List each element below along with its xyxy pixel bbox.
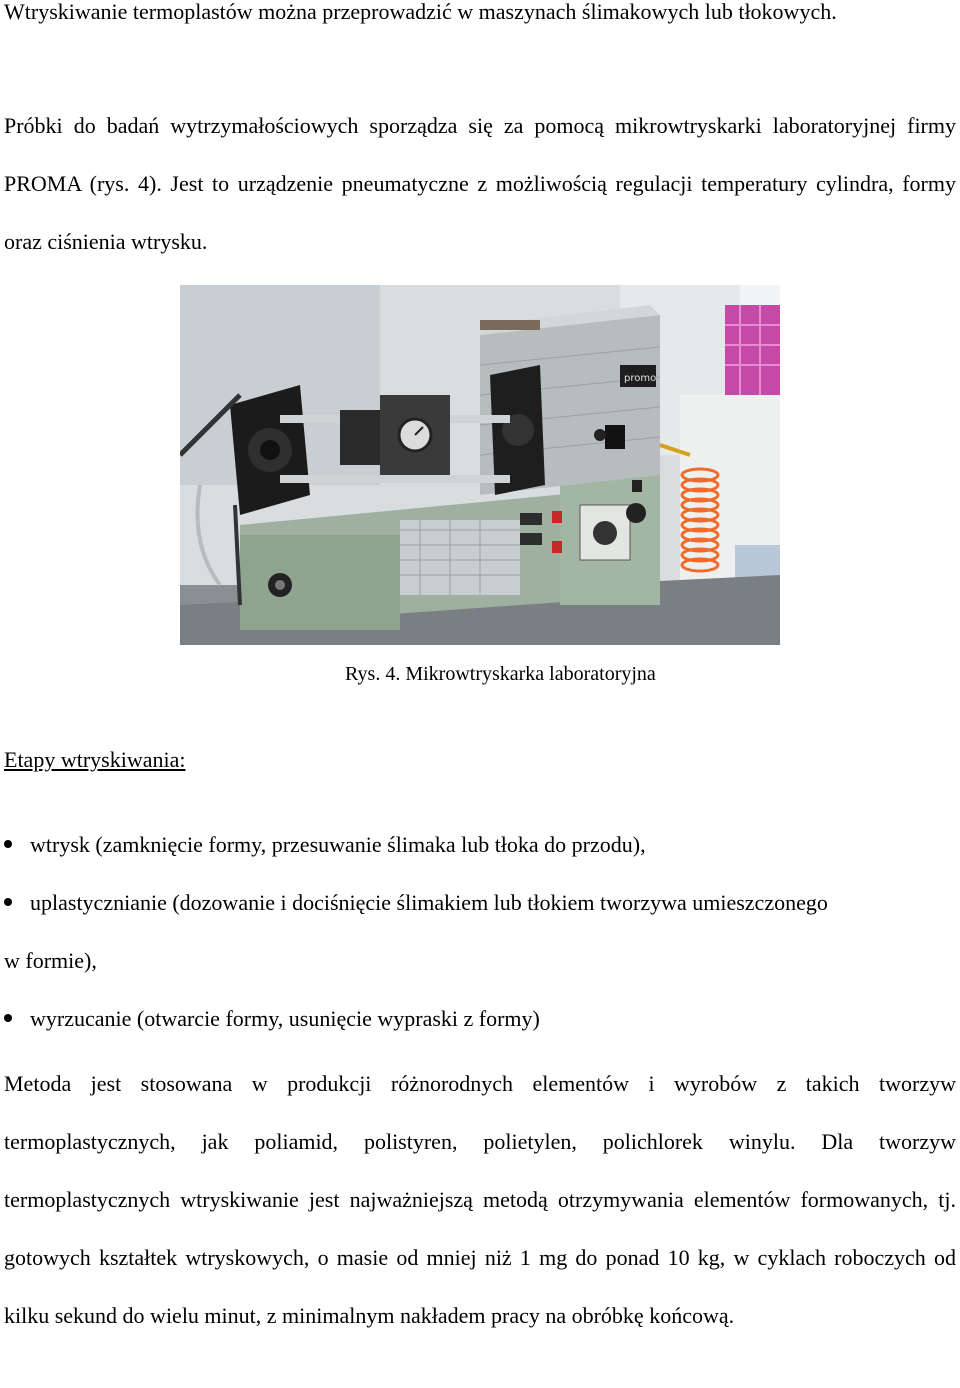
figure-caption: Rys. 4. Mikrowtryskarka laboratoryjna xyxy=(345,663,656,685)
list-item xyxy=(0,990,956,1048)
machine-logo-label: promo xyxy=(624,373,657,384)
list-item-text: uplastycznianie (dozowanie i dociśnięcie ślimakiem lub tłokiem tworzywa umieszczonego xyxy=(30,890,828,915)
figure-injection-machine-photo xyxy=(180,285,780,645)
bullet-icon xyxy=(4,1014,12,1022)
list-item xyxy=(0,816,956,874)
stages-list xyxy=(0,816,956,1048)
list-item-text-continuation: w formie), xyxy=(4,948,97,973)
bullet-icon xyxy=(4,898,12,906)
stages-heading: Etapy wtryskiwania: xyxy=(4,747,186,772)
intro-paragraph-1: Wtryskiwanie termoplastów można przeprowadzić w maszynach ślimakowych lub tłokowych. xyxy=(4,0,837,24)
list-item xyxy=(0,874,956,990)
bullet-icon xyxy=(4,840,12,848)
injection-machine-illustration xyxy=(180,285,780,645)
list-item-text: wyrzucanie (otwarcie formy, usunięcie wypraski z formy) xyxy=(30,1006,540,1031)
list-item-text: wtrysk (zamknięcie formy, przesuwanie ślimaka lub tłoka do przodu), xyxy=(30,832,646,857)
closing-paragraph: Metoda jest stosowana w produkcji różnorodnych elementów i wyrobów z takich tworzyw termoplastycznych, jak poliamid, polistyren, polietylen, polichlorek winylu. Dla tworzyw termoplastycznych wtryskiwanie jest najważniejszą metodą otrzymywania elementów formowanych, tj. gotowych kształtek wtryskowych, o masie od mniej niż 1 mg do ponad 10 kg, w cyklach roboczych od kilku sekund do wielu minut, z minimalnym nakładem pracy na obróbkę końcową. xyxy=(4,1071,956,1328)
intro-paragraph-2: Próbki do badań wytrzymałościowych sporządza się za pomocą mikrowtryskarki laboratoryjnej firmy PROMA (rys. 4). Jest to urządzenie pneumatyczne z możliwością regulacji temperatury cylindra, formy oraz ciśnienia wtrysku. xyxy=(4,113,956,254)
